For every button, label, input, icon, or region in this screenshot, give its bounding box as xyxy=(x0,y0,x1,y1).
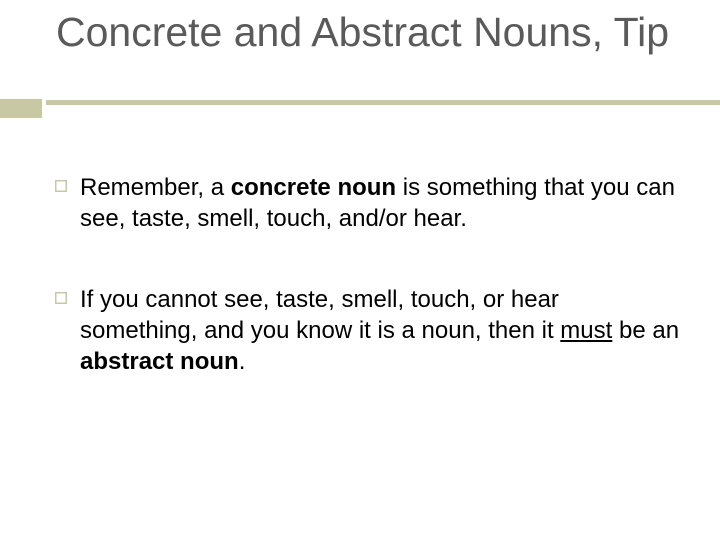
term-concrete-noun: concrete noun xyxy=(230,174,397,201)
bullet-text: is something that you can see, taste, smell, touch, and/or hear. xyxy=(80,174,675,232)
bullet-item-abstract xyxy=(0,284,720,377)
bullet-item-concrete xyxy=(0,172,720,234)
term-abstract-noun: abstract noun xyxy=(80,348,239,375)
square-outline-icon xyxy=(55,180,67,192)
bullet-list xyxy=(0,172,720,427)
square-outline-icon xyxy=(55,292,67,304)
emphasis-must: must xyxy=(560,317,613,344)
slide-title: Concrete and Abstract Nouns, Tip xyxy=(56,9,670,55)
title-accent-block xyxy=(0,99,42,118)
bullet-text: If you cannot see, taste, smell, touch, or hear something, and you know it is a noun, then it xyxy=(80,286,561,344)
bullet-text: be an xyxy=(612,317,680,344)
title-underline-bar xyxy=(46,100,720,105)
bullet-text: Remember, a xyxy=(80,174,231,201)
bullet-text: . xyxy=(238,348,246,375)
